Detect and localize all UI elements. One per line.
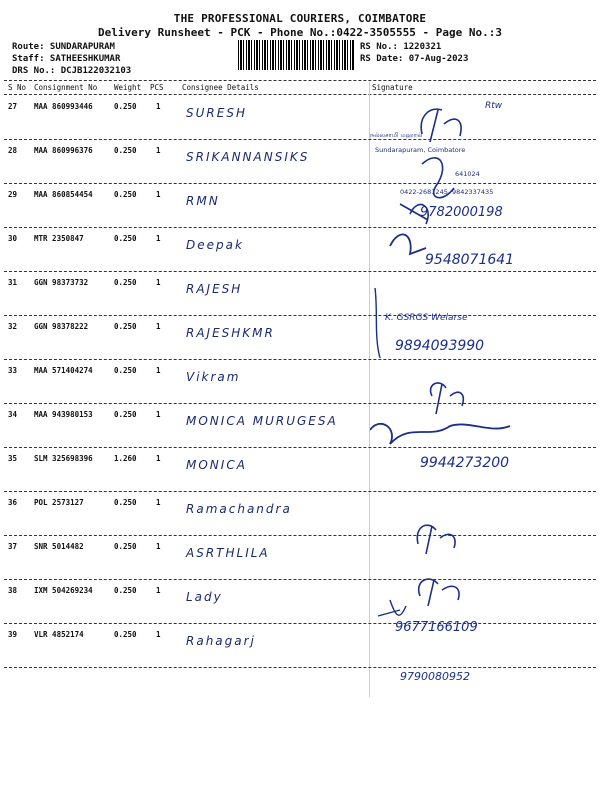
cell-weight: 0.250 xyxy=(114,498,137,507)
header-divider-bottom xyxy=(4,94,596,95)
cell-pcs: 1 xyxy=(156,498,161,507)
cell-weight: 0.250 xyxy=(114,542,137,551)
cell-weight: 0.250 xyxy=(114,366,137,375)
cell-weight: 0.250 xyxy=(114,234,137,243)
cell-pcs: 1 xyxy=(156,278,161,287)
handwritten-name-32: K. GSRGS Welarse xyxy=(385,313,468,323)
handwritten-phone-30: 9548071641 xyxy=(425,252,515,268)
cell-weight: 0.250 xyxy=(114,278,137,287)
cell-consignment: MAA 860996376 xyxy=(34,146,93,155)
cell-consignee: Rahagarj xyxy=(186,634,256,648)
cell-pcs: 1 xyxy=(156,542,161,551)
cell-sno: 39 xyxy=(8,630,18,639)
cell-pcs: 1 xyxy=(156,322,161,331)
column-sno: S No xyxy=(8,83,27,92)
cell-pcs: 1 xyxy=(156,410,161,419)
document-subtitle: Delivery Runsheet - PCK - Phone No.:0422-3505555 - Page No.:3 xyxy=(98,26,502,39)
route-label: Route: SUNDARAPURAM xyxy=(12,42,115,52)
handwritten-phone-29: 9782000198 xyxy=(420,205,503,220)
stamp-line-3: 641024 xyxy=(455,170,480,178)
stamp-line-1: நல்லசாமி மஹால் xyxy=(370,131,423,139)
header-divider-top xyxy=(4,80,596,81)
cell-consignment: MAA 860854454 xyxy=(34,190,93,199)
cell-weight: 0.250 xyxy=(114,190,137,199)
cell-weight: 1.260 xyxy=(114,454,137,463)
signature-scribbles xyxy=(370,96,600,696)
column-weight: Weight xyxy=(114,83,142,92)
cell-sno: 34 xyxy=(8,410,18,419)
cell-consignee: Lady xyxy=(186,590,223,604)
cell-weight: 0.250 xyxy=(114,410,137,419)
handwritten-note-27: Rtw xyxy=(485,101,503,111)
handwritten-phone-39: 9790080952 xyxy=(400,670,470,683)
cell-consignment: GGN 98378222 xyxy=(34,322,89,331)
cell-consignee: RAJESH xyxy=(186,282,243,296)
handwritten-phone-32: 9894093990 xyxy=(395,338,485,354)
cell-sno: 33 xyxy=(8,366,18,375)
cell-sno: 30 xyxy=(8,234,18,243)
column-pcs: PCS xyxy=(150,83,164,92)
rs-number: RS No.: 1220321 xyxy=(360,42,442,52)
cell-consignee: Vikram xyxy=(186,370,241,384)
cell-consignee: ASRTHLILA xyxy=(186,546,270,560)
cell-consignment: SNR 5014482 xyxy=(34,542,84,551)
cell-weight: 0.250 xyxy=(114,586,137,595)
cell-consignment: MAA 943980153 xyxy=(34,410,93,419)
drs-label: DRS No.: DCJB122032103 xyxy=(12,66,132,76)
cell-sno: 27 xyxy=(8,102,18,111)
cell-consignee: Deepak xyxy=(186,238,244,252)
column-consignee: Consignee Details xyxy=(182,83,259,92)
cell-consignment: MAA 860993446 xyxy=(34,102,93,111)
cell-pcs: 1 xyxy=(156,454,161,463)
cell-pcs: 1 xyxy=(156,190,161,199)
cell-weight: 0.250 xyxy=(114,322,137,331)
cell-consignee: SURESH xyxy=(186,106,247,120)
rs-date: RS Date: 07-Aug-2023 xyxy=(360,54,469,64)
cell-consignee: SRIKANNANSIKS xyxy=(186,150,310,164)
cell-consignment: GGN 98373732 xyxy=(34,278,89,287)
cell-pcs: 1 xyxy=(156,630,161,639)
cell-consignment: MAA 571404274 xyxy=(34,366,93,375)
cell-consignee: MONICA xyxy=(186,458,247,472)
stamp-line-4: 0422-2681245, 9842337435 xyxy=(400,188,494,196)
cell-consignment: SLM 325698396 xyxy=(34,454,93,463)
cell-sno: 32 xyxy=(8,322,18,331)
cell-pcs: 1 xyxy=(156,234,161,243)
cell-pcs: 1 xyxy=(156,146,161,155)
cell-sno: 28 xyxy=(8,146,18,155)
cell-consignee: MONICA MURUGESA xyxy=(186,414,338,428)
handwritten-phone-34: 9944273200 xyxy=(420,455,510,471)
cell-weight: 0.250 xyxy=(114,146,137,155)
cell-sno: 29 xyxy=(8,190,18,199)
cell-consignee: Ramachandra xyxy=(186,502,292,516)
cell-sno: 35 xyxy=(8,454,18,463)
cell-sno: 36 xyxy=(8,498,18,507)
cell-sno: 38 xyxy=(8,586,18,595)
cell-weight: 0.250 xyxy=(114,630,137,639)
cell-weight: 0.250 xyxy=(114,102,137,111)
barcode xyxy=(238,40,354,70)
cell-pcs: 1 xyxy=(156,102,161,111)
cell-consignee: RMN xyxy=(186,194,220,208)
document-title: THE PROFESSIONAL COURIERS, COIMBATORE xyxy=(173,12,427,25)
cell-pcs: 1 xyxy=(156,586,161,595)
column-consignment: Consignment No xyxy=(34,83,98,92)
column-signature: Signature xyxy=(372,83,413,92)
cell-sno: 31 xyxy=(8,278,18,287)
cell-sno: 37 xyxy=(8,542,18,551)
cell-consignment: VLR 4852174 xyxy=(34,630,84,639)
stamp-line-2: Sundarapuram, Coimbatore xyxy=(375,146,466,154)
cell-consignment: POL 2573127 xyxy=(34,498,84,507)
handwritten-phone-38: 9677166109 xyxy=(395,620,478,635)
cell-consignment: MTR 2350847 xyxy=(34,234,84,243)
cell-pcs: 1 xyxy=(156,366,161,375)
staff-label: Staff: SATHEESHKUMAR xyxy=(12,54,121,64)
cell-consignee: RAJESHKMR xyxy=(186,326,275,340)
cell-consignment: IXM 504269234 xyxy=(34,586,93,595)
